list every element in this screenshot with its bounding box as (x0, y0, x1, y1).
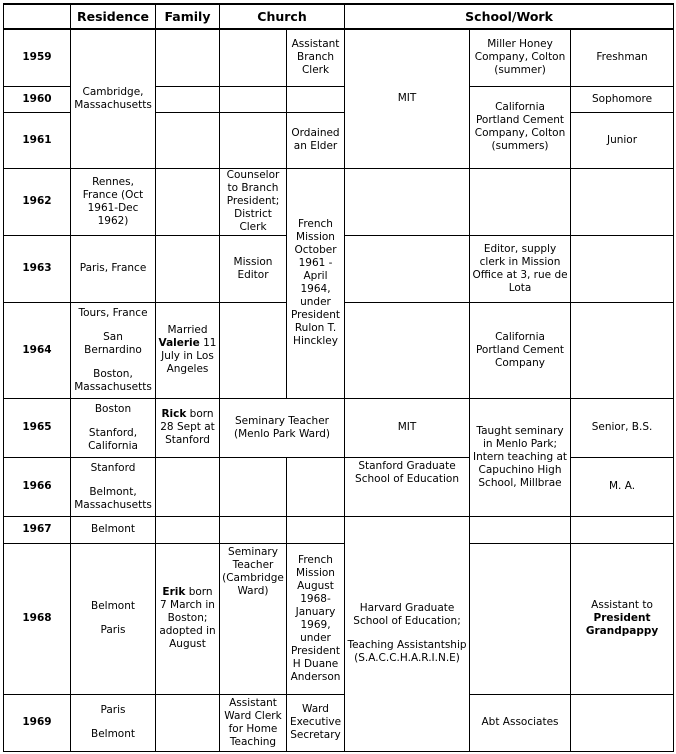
family-1965-post: born 28 Sept at Stanford (160, 408, 215, 446)
residence-1969-belmont: Belmont (90, 728, 135, 740)
residence-1963: Paris, France (71, 235, 156, 302)
family-1968-post: born 7 March in Boston; adopted in August (159, 586, 216, 650)
year-1964: 1964 (4, 302, 71, 398)
church-1966-a (220, 457, 287, 516)
residence-1966-belmont: Belmont, Massachusetts (74, 485, 152, 511)
church-mission-1968-1969: French Mission August 1968-January 1969, under President H Duane Anderson (287, 543, 345, 694)
school-teaching-assistantship: Teaching Assistantship (S.A.C.C.H.A.R.I.N.E) (347, 639, 467, 664)
year-header (4, 4, 71, 29)
work-1967 (470, 516, 571, 543)
residence-1969 (71, 694, 156, 751)
residence-1965-stanford: Stanford, California (88, 426, 138, 452)
work-1959: Miller Honey Company, Colton (summer) (470, 29, 571, 86)
school-1966: Stanford Graduate School of Education (345, 457, 470, 516)
church-1963: Mission Editor (220, 235, 287, 302)
family-1963 (156, 235, 220, 302)
work-1965-1966: Taught seminary in Menlo Park; Intern teaching at Capuchino High School, Millbrae (470, 398, 571, 516)
status-1966: M. A. (571, 457, 674, 516)
residence-1966-stanford: Stanford (90, 461, 136, 474)
church-header: Church (220, 4, 345, 29)
church-1969-a: Assistant Ward Clerk for Home Teaching (220, 694, 287, 751)
church-1965: Seminary Teacher (Menlo Park Ward) (220, 398, 345, 457)
family-1965 (156, 398, 220, 457)
church-1964 (220, 302, 287, 398)
residence-1968-belmont: Belmont (90, 600, 135, 612)
year-1963: 1963 (4, 235, 71, 302)
church-1968: Seminary Teacher (Cambridge Ward) (220, 543, 287, 694)
residence-1964-san-bernardino: San Bernardino (84, 330, 142, 356)
residence-1965 (71, 398, 156, 457)
church-1961: Ordained an Elder (287, 112, 345, 168)
status-1964 (571, 302, 674, 398)
residence-1964-tours: Tours, France (78, 306, 148, 319)
school-1964 (345, 302, 470, 398)
church-1961-a (220, 112, 287, 168)
church-mission-1961-1964: French Mission October 1961 - April 1964, under President Rulon T. Hinckley (287, 168, 345, 398)
year-1959: 1959 (4, 29, 71, 86)
residence-1959-1961: Cambridge, Massachusetts (71, 29, 156, 168)
year-1967: 1967 (4, 516, 71, 543)
family-1964-post: 11 July in Los Angeles (161, 337, 217, 375)
church-1959: Assistant Branch Clerk (287, 29, 345, 86)
status-1965: Senior, B.S. (571, 398, 674, 457)
timeline-table (3, 3, 674, 752)
residence-1964-boston: Boston, Massachusetts (74, 367, 152, 393)
residence-1962: Rennes, France (Oct 1961-Dec 1962) (71, 168, 156, 235)
work-1962 (470, 168, 571, 235)
family-1967 (156, 516, 220, 543)
church-1960-a (220, 86, 287, 112)
status-1969 (571, 694, 674, 751)
year-1966: 1966 (4, 457, 71, 516)
school-work-header: School/Work (345, 4, 674, 29)
school-1962 (345, 168, 470, 235)
work-1968 (470, 543, 571, 694)
church-1969-b: Ward Executive Secretary (287, 694, 345, 751)
work-1964: California Portland Cement Company (470, 302, 571, 398)
school-1965: MIT (345, 398, 470, 457)
year-1968: 1968 (4, 543, 71, 694)
work-1963: Editor, supply clerk in Mission Office at 3, rue de Lota (470, 235, 571, 302)
residence-1964 (71, 302, 156, 398)
family-1964-name: Valerie (158, 337, 200, 349)
family-1961 (156, 112, 220, 168)
school-harvard: Harvard Graduate School of Education; (353, 602, 461, 627)
church-1959-a (220, 29, 287, 86)
residence-1969-paris: Paris (100, 704, 126, 716)
work-1960-1961: California Portland Cement Company, Colton (summers) (470, 86, 571, 168)
year-1960: 1960 (4, 86, 71, 112)
family-1966 (156, 457, 220, 516)
family-1962 (156, 168, 220, 235)
residence-1968 (71, 543, 156, 694)
church-1967-a (220, 516, 287, 543)
residence-1968-paris: Paris (100, 624, 126, 636)
year-1961: 1961 (4, 112, 71, 168)
work-1969: Abt Associates (470, 694, 571, 751)
year-1969: 1969 (4, 694, 71, 751)
school-1967-1969 (345, 516, 470, 751)
family-1964 (156, 302, 220, 398)
status-1967 (571, 516, 674, 543)
church-1966-b (287, 457, 345, 516)
status-1968-line2: President Grandpappy (585, 612, 659, 637)
family-1965-name: Rick (161, 408, 187, 420)
residence-1967: Belmont (71, 516, 156, 543)
family-1968-name: Erik (162, 586, 186, 598)
family-1969 (156, 694, 220, 751)
residence-1966 (71, 457, 156, 516)
church-1962: Counselor to Branch President; District Clerk (220, 168, 287, 235)
family-1959 (156, 29, 220, 86)
status-1968-line1: Assistant to (591, 599, 653, 611)
status-1959: Freshman (571, 29, 674, 86)
family-header: Family (156, 4, 220, 29)
family-1964-pre: Married (167, 324, 208, 336)
family-1968 (156, 543, 220, 694)
status-1968 (571, 543, 674, 694)
church-1960-b (287, 86, 345, 112)
year-1965: 1965 (4, 398, 71, 457)
school-1963 (345, 235, 470, 302)
residence-1965-boston: Boston (94, 402, 132, 415)
status-1963 (571, 235, 674, 302)
year-1962: 1962 (4, 168, 71, 235)
school-1959-1961: MIT (345, 29, 470, 168)
family-1960 (156, 86, 220, 112)
status-1961: Junior (571, 112, 674, 168)
status-1962 (571, 168, 674, 235)
residence-header: Residence (71, 4, 156, 29)
church-1967-b (287, 516, 345, 543)
status-1960: Sophomore (571, 86, 674, 112)
